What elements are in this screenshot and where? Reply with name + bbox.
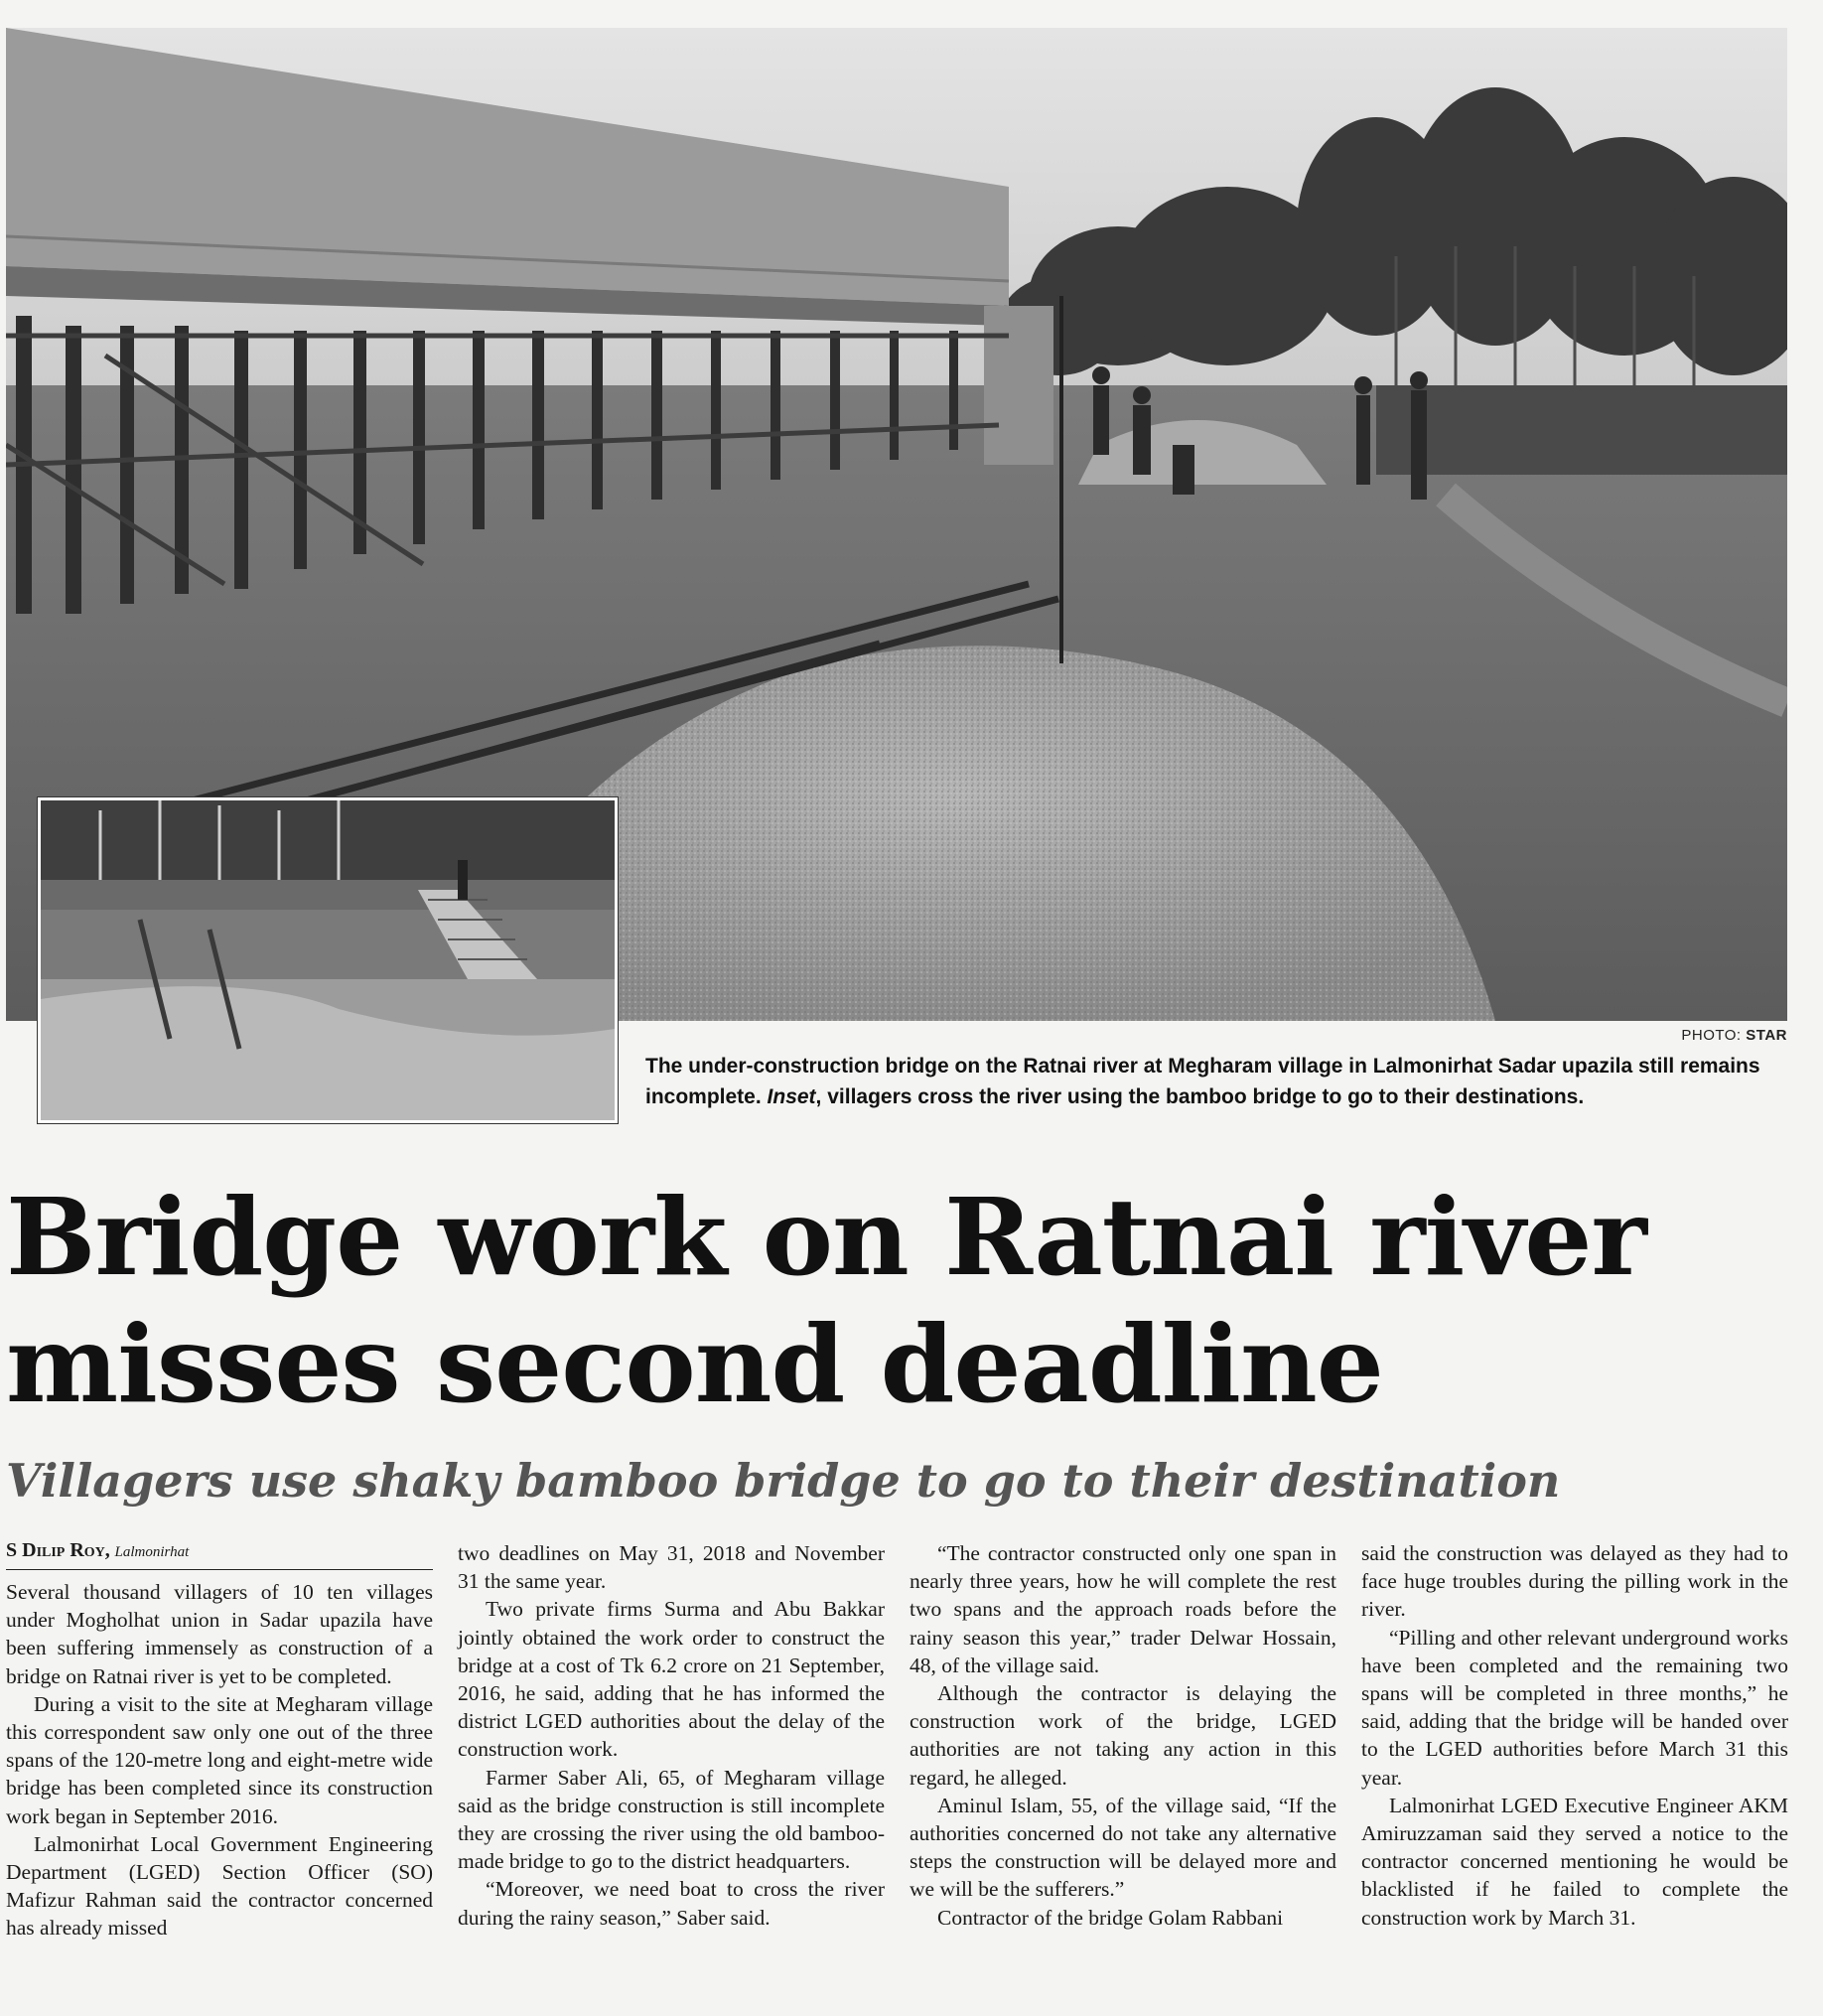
subheadline: Villagers use shaky bamboo bridge to go to their destination (6, 1454, 1561, 1508)
caption-inset-word: Inset (767, 1085, 816, 1108)
headline-line1: Bridge work on Ratnai river (6, 1176, 1646, 1300)
byline-name: S Dilip Roy, (6, 1539, 110, 1561)
paragraph: Although the contractor is delaying the construction work of the bridge, LGED authorities are not taking any action in this regard, he alleged. (910, 1681, 1336, 1790)
article-column-3 (910, 1539, 1336, 1932)
byline (6, 1539, 433, 1570)
article-column-1 (6, 1539, 433, 1943)
paragraph: two deadlines on May 31, 2018 and November 31 the same year. (458, 1541, 885, 1594)
byline-location: Lalmonirhat (114, 1544, 190, 1560)
caption-part1: The under-construction bridge on the Ratnai river at Megharam village in Lalmonirhat Sadar upazila still remains incomplete. (645, 1055, 1760, 1108)
headline (6, 1175, 1793, 1429)
article-column-2 (458, 1539, 885, 1932)
photo-credit (1569, 1027, 1787, 1044)
paragraph: “Pilling and other relevant underground works have been completed and the remaining two spans will be completed in three months,” he said, adding that the bridge will be handed over to the LGED authorities before March 31 this year. (1361, 1625, 1788, 1790)
inset-photo (38, 797, 618, 1123)
photo-caption (645, 1051, 1787, 1112)
paragraph: said the construction was delayed as they had to face huge troubles during the pilling work in the river. (1361, 1541, 1788, 1622)
paragraph: “Moreover, we need boat to cross the river during the rainy season,” Saber said. (458, 1877, 885, 1930)
paragraph: During a visit to the site at Megharam village this correspondent saw only one out of the three spans of the 120-metre long and eight-metre wide bridge has been completed since its construction work began in September 2016. (6, 1691, 433, 1828)
photo-credit-source: STAR (1746, 1027, 1787, 1044)
bamboo-bridge-photo (41, 800, 615, 1120)
headline-line2: misses second deadline (6, 1303, 1383, 1427)
article-column-4 (1361, 1539, 1788, 1932)
paragraph: Several thousand villagers of 10 ten villages under Mogholhat union in Sadar upazila have been suffering immensely as construction of a bridge on Ratnai river is yet to be completed. (6, 1580, 433, 1688)
paragraph: “The contractor constructed only one span in nearly three years, how he will complete the rest two spans and the approach roads before the rainy season this year,” trader Delwar Hossain, 48, of the village said. (910, 1541, 1336, 1677)
paragraph: Farmer Saber Ali, 65, of Megharam village said as the bridge construction is still incomplete they are crossing the river using the old bamboo-made bridge to go to the district headquarters. (458, 1765, 885, 1874)
paragraph: Lalmonirhat Local Government Engineering Department (LGED) Section Officer (SO) Mafizur Rahman said the contractor concerned has already missed (6, 1831, 433, 1941)
paragraph: Contractor of the bridge Golam Rabbani (937, 1905, 1284, 1930)
paragraph: Lalmonirhat LGED Executive Engineer AKM Amiruzzaman said they served a notice to the contractor concerned mentioning he would be blacklisted if he failed to complete the construction work by March 31. (1361, 1793, 1788, 1930)
paragraph: Two private firms Surma and Abu Bakkar jointly obtained the work order to construct the bridge at a cost of Tk 6.2 crore on 21 September, 2016, he said, adding that he has informed the district LGED authorities about the delay of the construction work. (458, 1597, 885, 1762)
paragraph: Aminul Islam, 55, of the village said, “If the authorities concerned do not take any alternative steps the construction will be delayed more and we will be the sufferers.” (910, 1793, 1336, 1902)
caption-part2: , villagers cross the river using the bamboo bridge to go to their destinations. (815, 1085, 1585, 1108)
photo-credit-prefix: PHOTO: (1681, 1027, 1747, 1044)
